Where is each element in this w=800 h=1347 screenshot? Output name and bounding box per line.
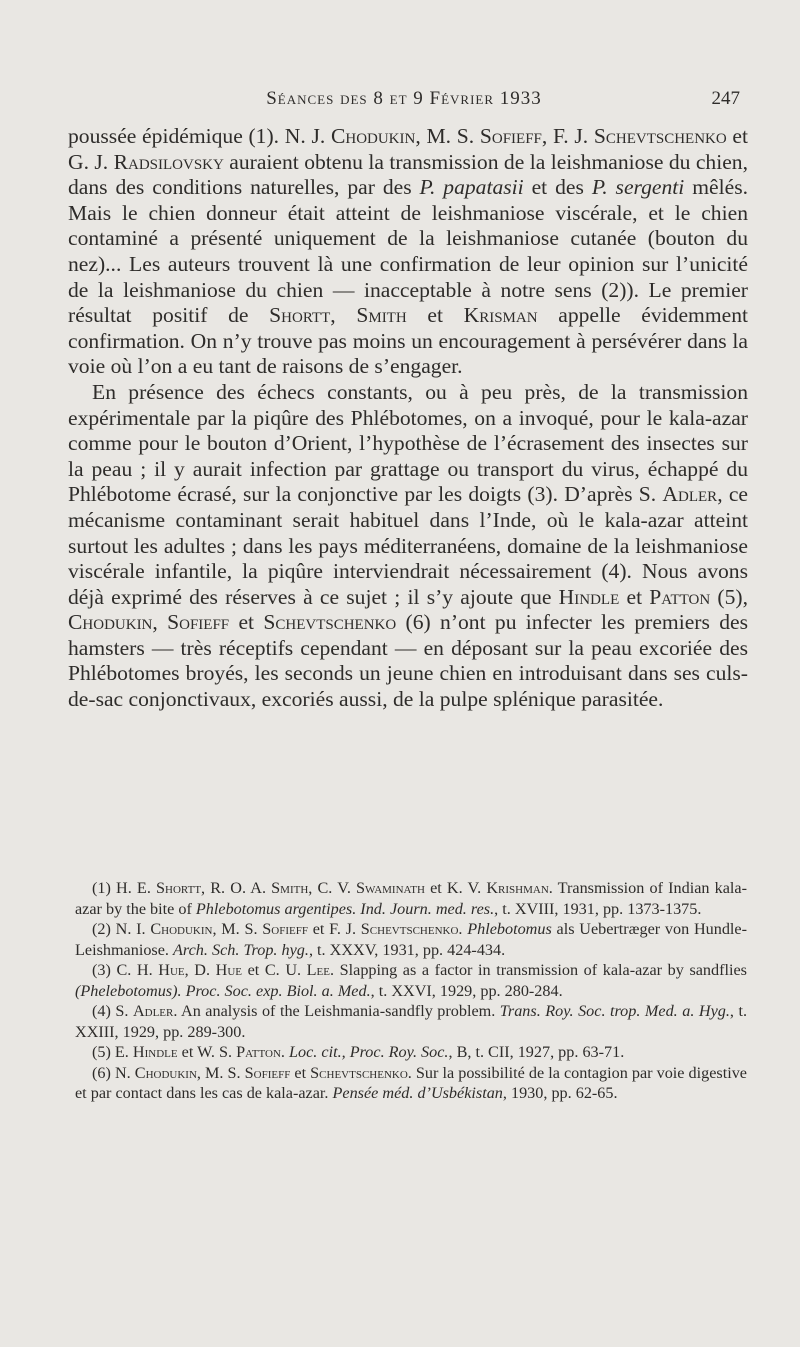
text-run: poussée épidémique (1). N. J. bbox=[68, 124, 331, 148]
paragraph-2 bbox=[68, 380, 748, 713]
text-run: (5) E. bbox=[92, 1043, 133, 1061]
text-run: . bbox=[458, 920, 468, 938]
author-name: Chodukin bbox=[330, 124, 416, 148]
text-run: , t. XXVI, 1929, pp. 280-284. bbox=[370, 981, 563, 1000]
author-name: Schevtschenko bbox=[310, 1063, 408, 1082]
text-run: auraient obtenu la transmission de la leishmaniose du chien, dans des conditions naturelles, par des bbox=[68, 149, 748, 200]
author-name: Shortt bbox=[269, 303, 331, 328]
text-run: . Transmission of Indian kala-azar by the bite of bbox=[75, 879, 748, 918]
text-run: et des bbox=[523, 175, 592, 200]
page-header bbox=[68, 88, 740, 116]
text-run: (1) H. E. bbox=[92, 879, 157, 897]
text-run: appelle évidemment confirmation. On n’y trouve pas moins un encouragement à persévérer dans la voie où l’on a eu tant de raisons de s’engager. bbox=[68, 303, 749, 379]
footnotes bbox=[75, 878, 747, 1104]
author-name: Sofieff bbox=[262, 920, 308, 938]
text-run: (3) C. H. bbox=[92, 961, 159, 979]
text-run: (2) N. I. bbox=[92, 920, 151, 938]
author-name: Sofieff bbox=[167, 610, 230, 635]
text-run: et bbox=[406, 303, 464, 328]
text-run: , 1930, pp. 62-65. bbox=[502, 1084, 618, 1102]
species-name: Phlebotomus bbox=[467, 920, 552, 938]
author-name: Adler bbox=[132, 1002, 174, 1020]
footnote-6 bbox=[75, 1063, 747, 1104]
author-name: Schevtschenko bbox=[263, 610, 397, 635]
author-name: Krishman bbox=[486, 879, 549, 897]
author-name: Radsilovsky bbox=[113, 149, 224, 174]
author-name: Chodukin bbox=[150, 920, 213, 938]
text-run: , t. XXIII, 1929, pp. 289-300. bbox=[75, 1002, 748, 1041]
text-run: , M. S. bbox=[196, 1063, 245, 1082]
author-name: Schevtschenko bbox=[360, 920, 459, 938]
author-name: Hindle bbox=[132, 1043, 178, 1061]
text-run: , M. S. bbox=[212, 920, 263, 938]
text-run: (4) S. bbox=[92, 1002, 133, 1020]
text-run: (6) N. bbox=[92, 1063, 135, 1082]
text-run: , ce mécanisme contaminant serait habituel dans l’Inde, où le kala-azar atteint surtout les adultes ; dans les pays méditerranéens, domaine de la leishmaniose viscérale infantile, la piqûre interviendrait nécessairement (4). Nous avons déjà exprimé des réserves à ce sujet ; il s’y ajoute que bbox=[68, 482, 748, 609]
text-run: . Sur la possibilité de la contagion par voie digestive et par contact dans les cas de kala-azar. bbox=[75, 1063, 747, 1102]
text-run: , C. V. bbox=[308, 879, 357, 897]
author-name: Swaminath bbox=[356, 879, 425, 897]
journal-title: Trans. Roy. Soc. trop. Med. a. Hyg. bbox=[499, 1002, 730, 1020]
text-run: , F. J. bbox=[541, 124, 594, 148]
text-run: . Slapping as a factor in transmission of kala-azar by sandflies bbox=[330, 961, 747, 979]
author-name: Schevtschenko bbox=[593, 124, 727, 148]
text-run: et F. J. bbox=[307, 920, 361, 938]
author-name: Adler bbox=[662, 482, 718, 507]
author-name: Sofieff bbox=[244, 1063, 291, 1082]
page-number: 247 bbox=[711, 88, 740, 109]
text-run: et G. J. bbox=[68, 124, 748, 174]
text-run: , t. XVIII, 1931, pp. 1373-1375. bbox=[494, 899, 702, 918]
text-run: , bbox=[330, 303, 357, 328]
journal-title: (Phelebotomus). Proc. Soc. exp. Biol. a. Med. bbox=[75, 981, 371, 1000]
author-name: Lee bbox=[306, 961, 330, 979]
author-name: Chodukin bbox=[68, 610, 153, 635]
text-run: (5), bbox=[710, 584, 748, 609]
text-run: et bbox=[229, 610, 264, 635]
author-name: Smith bbox=[356, 303, 407, 328]
paragraph-1 bbox=[68, 124, 748, 380]
text-run: et bbox=[290, 1063, 311, 1082]
text-run: , B, t. CII, 1927, pp. 63-71. bbox=[448, 1043, 625, 1061]
body-text bbox=[68, 124, 748, 713]
journal-title: Pensée méd. d’Usbékistan bbox=[332, 1084, 503, 1102]
author-name: Sofieff bbox=[479, 124, 542, 148]
author-name: Patton bbox=[236, 1043, 281, 1061]
text-run: , t. XXXV, 1931, pp. 424-434. bbox=[308, 940, 506, 959]
author-name: Smith bbox=[271, 879, 309, 897]
text-run: , D. bbox=[184, 961, 216, 979]
journal-title: Arch. Sch. Trop. hyg. bbox=[173, 940, 309, 959]
footnote-4 bbox=[75, 1001, 747, 1042]
journal-title: Loc. cit., Proc. Roy. Soc. bbox=[289, 1043, 449, 1061]
text-run: , bbox=[152, 610, 168, 635]
text-run: et W. S. bbox=[177, 1043, 237, 1061]
running-head: Séances des 8 et 9 Février 1933 bbox=[266, 88, 542, 109]
footnote-1 bbox=[75, 878, 747, 919]
text-run: et bbox=[619, 584, 650, 609]
footnote-5 bbox=[75, 1042, 747, 1063]
footnote-3 bbox=[75, 960, 747, 1001]
footnote-2 bbox=[75, 919, 747, 960]
author-name: Hindle bbox=[558, 584, 620, 609]
author-name: Chodukin bbox=[134, 1063, 197, 1082]
text-run: . An analysis of the Leishmania-sandfly problem. bbox=[173, 1002, 500, 1020]
species-name: P. sergenti bbox=[591, 175, 685, 200]
author-name: Patton bbox=[649, 584, 711, 609]
text-run: , M. S. bbox=[415, 124, 480, 148]
text-run: et K. V. bbox=[424, 879, 487, 897]
text-run: En présence des échecs constants, ou à peu près, de la transmission expérimentale par la piqûre des Phlébotomes, on a invoqué, pour le kala-azar comme pour le bouton d’Orient, l’hypothèse de l’écrasement des insectes sur la peau ; il y aurait infection par grattage ou transport du virus, échappé du Phlébotome écrasé, sur la conjonctive par les doigts (3). D’après S. bbox=[68, 379, 748, 507]
species-name: P. papatasii bbox=[419, 175, 524, 200]
author-name: Hue bbox=[215, 961, 242, 979]
text-run: mêlés. Mais le chien donneur était atteint de leishmaniose viscérale, et le chien contaminé a présenté uniquement de la leishmaniose cutanée (bouton du nez)... Les auteurs trouvent là une confirmation de leur opinion sur l’unicité de la leishmaniose du chien — inacceptable à notre sens (2)). Le premier résultat positif de bbox=[68, 175, 748, 328]
journal-title: Phlebotomus argentipes. Ind. Journ. med. res. bbox=[195, 899, 495, 918]
author-name: Hue bbox=[158, 961, 185, 979]
text-run: (6) n’ont pu infecter les premiers des hamsters — très réceptifs cependant — en déposant sur la peau excoriée des Phlébotomes broyés, les seconds un jeune chien en introduisant dans ses culs-de-sac conjonctivaux, excoriés aussi, de la pulpe splénique parasitée. bbox=[68, 610, 748, 712]
author-name: Shortt bbox=[156, 879, 202, 897]
text-run: , R. O. A. bbox=[201, 879, 272, 897]
text-run: et C. U. bbox=[241, 961, 307, 979]
author-name: Krisman bbox=[463, 303, 538, 328]
text-run: . bbox=[280, 1043, 290, 1061]
text-run: als Uebertræger von Hundle-Leishmaniose. bbox=[75, 920, 747, 959]
